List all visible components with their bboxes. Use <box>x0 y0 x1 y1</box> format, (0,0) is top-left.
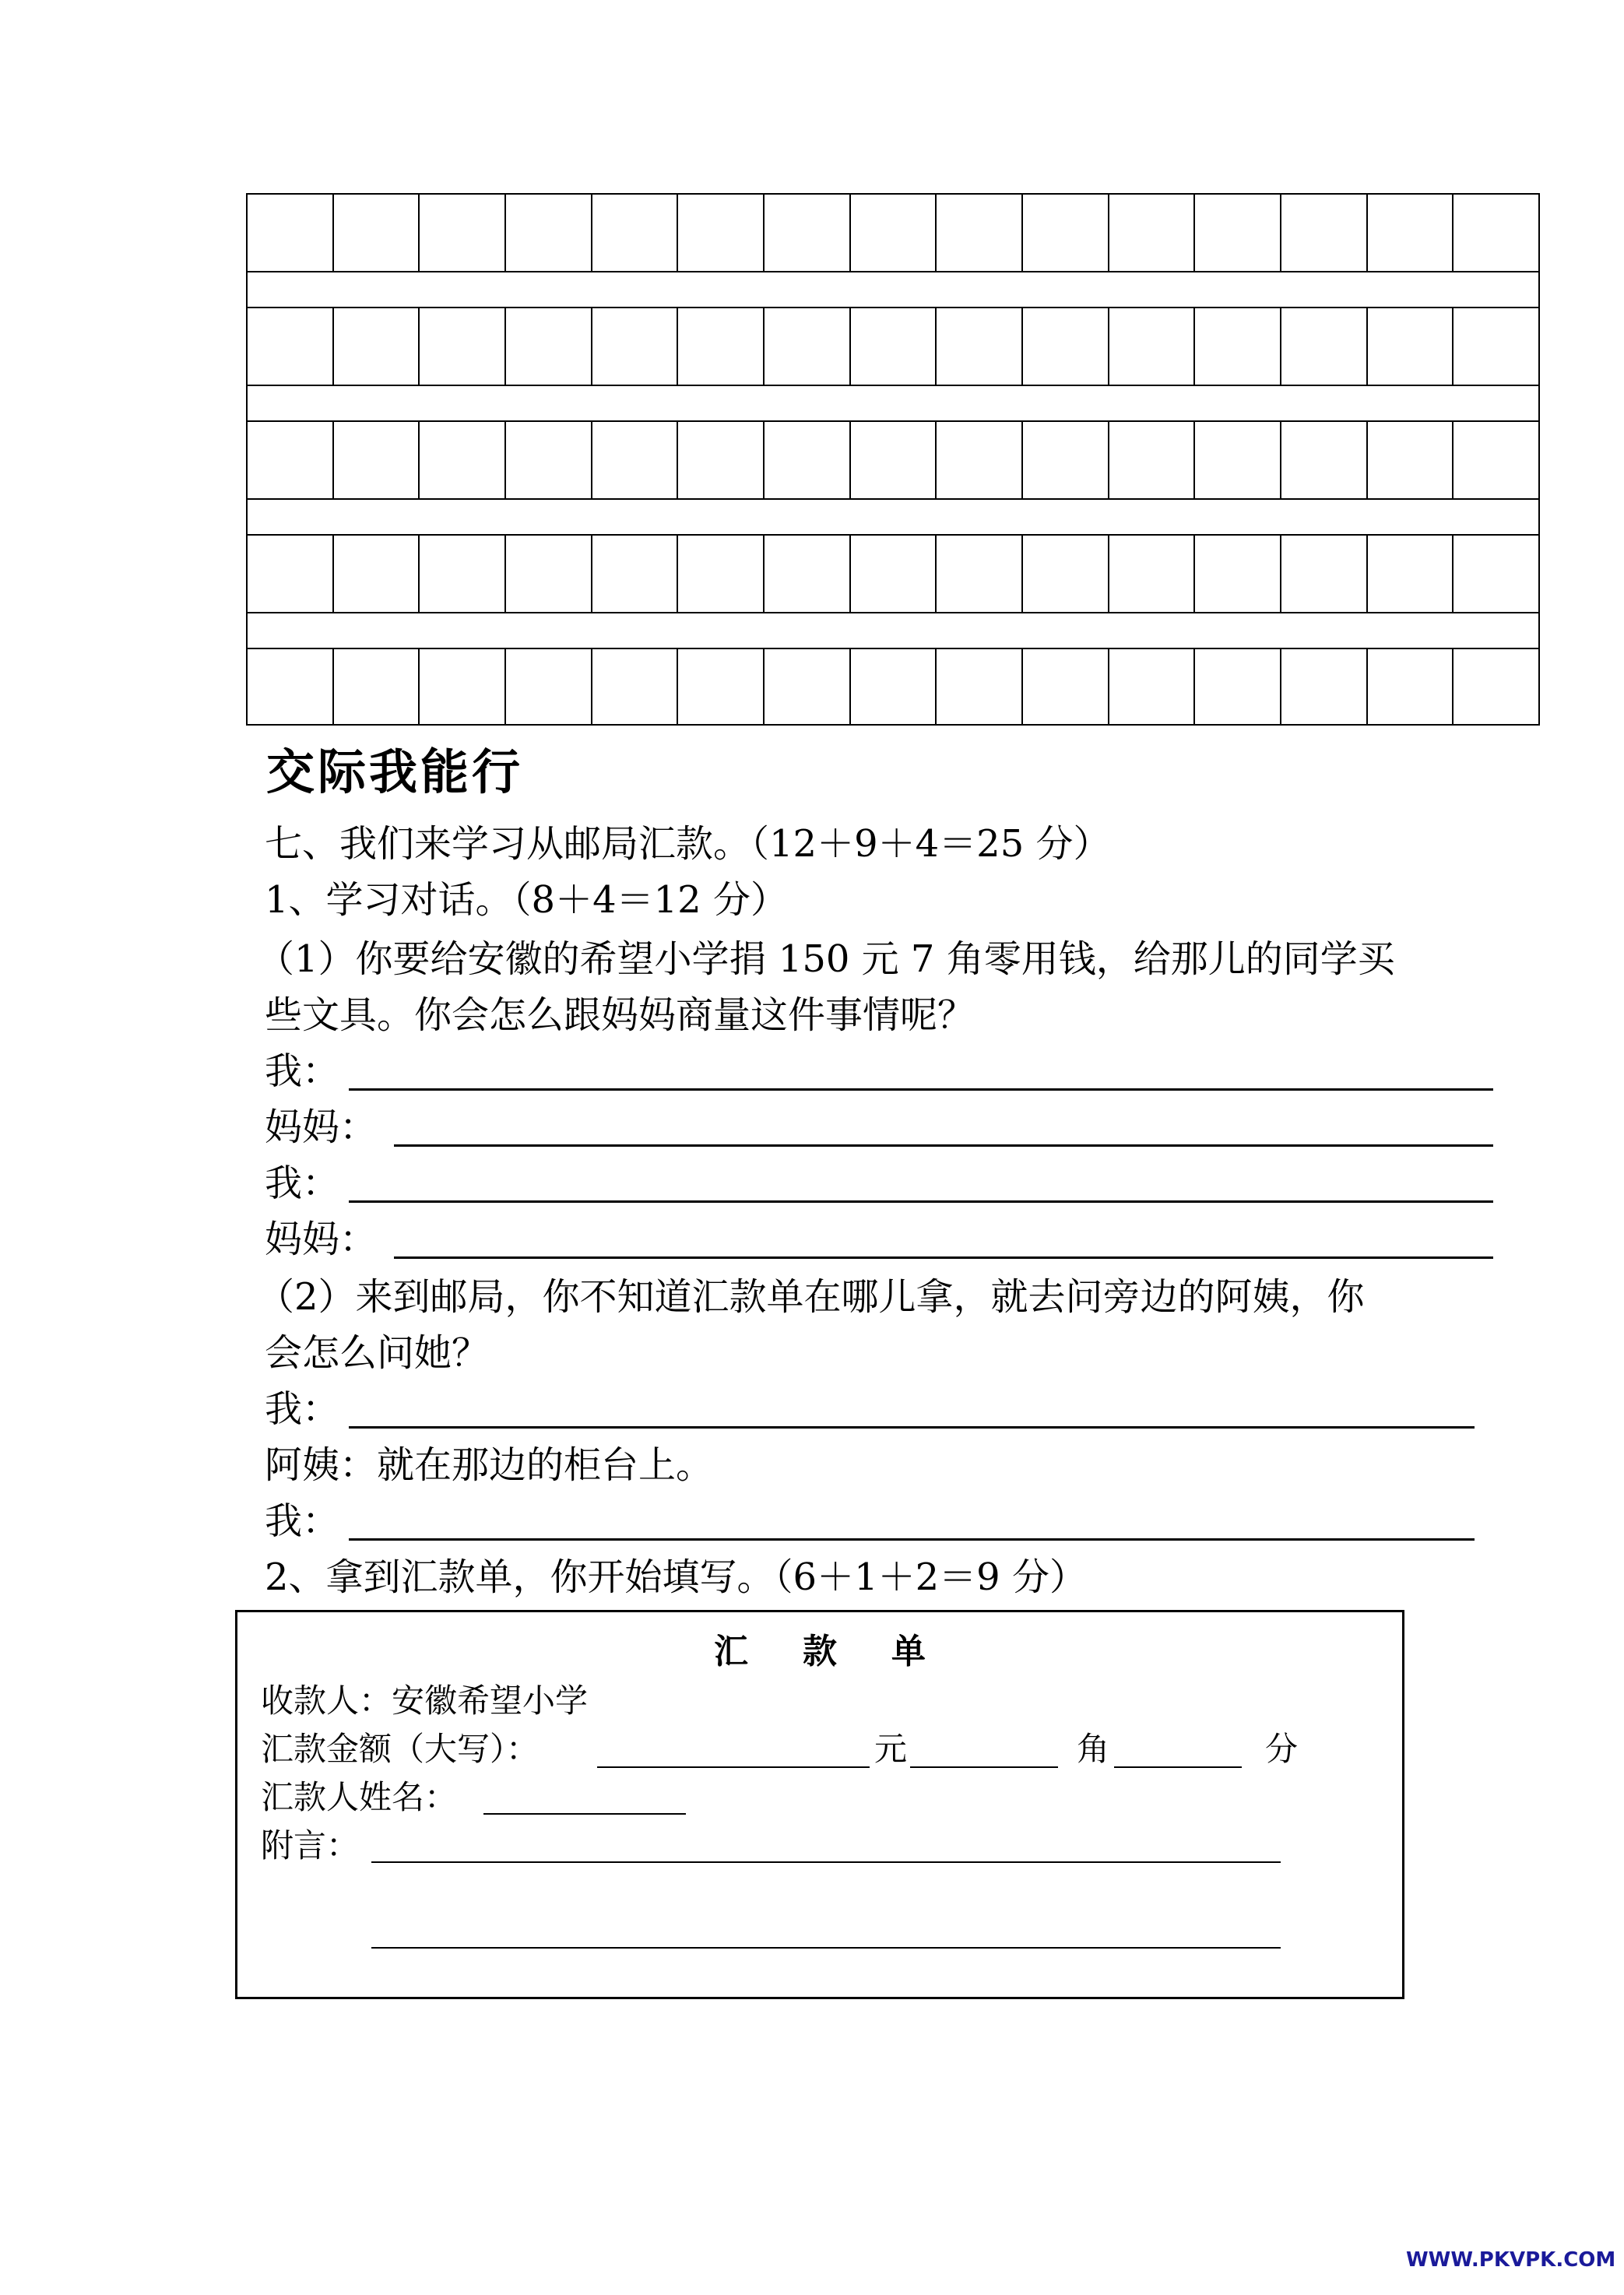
grid-divider <box>248 271 1538 272</box>
prompt-1-line-1: （1）你要给安徽的希望小学捐 150 元 7 角零用钱，给那儿的同学买 <box>257 937 1395 981</box>
dialogue-speaker-me: 我： <box>265 1499 340 1543</box>
grid-cell[interactable] <box>678 308 765 385</box>
grid-cell[interactable] <box>1454 422 1538 498</box>
grid-cell[interactable] <box>1109 195 1196 271</box>
remitter-name-field[interactable] <box>483 1813 686 1815</box>
amount-label: 汇款金额（大写）： <box>261 1730 540 1768</box>
grid-cell[interactable] <box>1454 649 1538 726</box>
grid-divider <box>248 498 1538 500</box>
grid-cell[interactable] <box>1281 308 1368 385</box>
remittance-form <box>235 1610 1404 1999</box>
grid-cell[interactable] <box>1368 649 1454 726</box>
grid-cell[interactable] <box>937 536 1023 612</box>
payee-value: 安徽希望小学 <box>392 1682 589 1720</box>
grid-cell[interactable] <box>248 422 334 498</box>
answer-line[interactable] <box>394 1144 1493 1147</box>
grid-cell[interactable] <box>765 649 851 726</box>
grid-cell[interactable] <box>248 649 334 726</box>
payee-label: 收款人： <box>261 1682 392 1720</box>
grid-cell[interactable] <box>678 536 765 612</box>
grid-cell[interactable] <box>248 536 334 612</box>
grid-cell[interactable] <box>592 536 679 612</box>
grid-row <box>248 649 1538 726</box>
grid-cell[interactable] <box>765 536 851 612</box>
grid-cell[interactable] <box>851 649 937 726</box>
grid-cell[interactable] <box>592 649 679 726</box>
grid-cell[interactable] <box>1368 195 1454 271</box>
grid-cell[interactable] <box>1281 536 1368 612</box>
payee-row <box>261 1678 588 1724</box>
dialogue-aunt-reply: 就在那边的柜台上。 <box>377 1443 714 1487</box>
answer-line[interactable] <box>349 1088 1493 1091</box>
grid-cell[interactable] <box>1368 536 1454 612</box>
form-title: 汇款单 <box>714 1632 980 1671</box>
prompt-2-line-1: （2）来到邮局，你不知道汇款单在哪儿拿，就去问旁边的阿姨，你 <box>257 1275 1365 1319</box>
prompt-2-line-2: 会怎么问她？ <box>265 1331 490 1375</box>
grid-cell[interactable] <box>851 308 937 385</box>
grid-cell[interactable] <box>506 195 592 271</box>
grid-cell[interactable] <box>937 308 1023 385</box>
grid-row <box>248 308 1538 385</box>
amount-yuan-field[interactable] <box>597 1766 870 1768</box>
grid-cell[interactable] <box>765 308 851 385</box>
grid-cell[interactable] <box>1454 536 1538 612</box>
grid-cell[interactable] <box>248 195 334 271</box>
answer-line[interactable] <box>349 1200 1493 1203</box>
grid-cell[interactable] <box>506 536 592 612</box>
grid-row <box>248 195 1538 271</box>
grid-cell[interactable] <box>1368 422 1454 498</box>
unit-yuan: 元 <box>874 1730 908 1768</box>
grid-cell[interactable] <box>1281 422 1368 498</box>
grid-cell[interactable] <box>1454 308 1538 385</box>
note-label: 附言： <box>261 1826 360 1864</box>
answer-line[interactable] <box>349 1538 1475 1541</box>
dialogue-speaker-me: 我： <box>265 1049 340 1093</box>
grid-cell[interactable] <box>1023 536 1109 612</box>
unit-fen: 分 <box>1265 1730 1299 1768</box>
amount-jiao-field[interactable] <box>910 1766 1058 1768</box>
grid-cell[interactable] <box>506 649 592 726</box>
part-2-heading: 2、拿到汇款单，你开始填写。（6＋1＋2＝9 分） <box>265 1555 1087 1599</box>
grid-cell[interactable] <box>420 649 506 726</box>
unit-jiao: 角 <box>1077 1730 1110 1768</box>
dialogue-aunt-row <box>265 1437 713 1493</box>
grid-cell[interactable] <box>937 195 1023 271</box>
grid-cell[interactable] <box>1281 195 1368 271</box>
grid-cell[interactable] <box>1281 649 1368 726</box>
part-1-heading: 1、学习对话。（8＋4＝12 分） <box>265 878 788 922</box>
dialogue-speaker-me: 我： <box>265 1162 340 1205</box>
grid-cell[interactable] <box>420 422 506 498</box>
prompt-1-line-2: 些文具。你会怎么跟妈妈商量这件事情呢？ <box>265 993 975 1037</box>
grid-cell[interactable] <box>1023 308 1109 385</box>
grid-cell[interactable] <box>506 308 592 385</box>
grid-cell[interactable] <box>1109 649 1196 726</box>
grid-cell[interactable] <box>334 649 420 726</box>
dialogue-speaker-aunt: 阿姨： <box>265 1443 378 1487</box>
grid-cell[interactable] <box>851 536 937 612</box>
grid-cell[interactable] <box>248 308 334 385</box>
grid-cell[interactable] <box>1109 422 1196 498</box>
grid-cell[interactable] <box>851 422 937 498</box>
remitter-label: 汇款人姓名： <box>261 1778 458 1816</box>
grid-cell[interactable] <box>1195 422 1281 498</box>
grid-cell[interactable] <box>1023 649 1109 726</box>
grid-cell[interactable] <box>765 195 851 271</box>
grid-cell[interactable] <box>334 536 420 612</box>
grid-cell[interactable] <box>765 422 851 498</box>
grid-cell[interactable] <box>937 422 1023 498</box>
answer-line[interactable] <box>349 1426 1475 1429</box>
grid-cell[interactable] <box>592 308 679 385</box>
watermark: WWW.PKVPK.COM <box>1406 2248 1616 2272</box>
grid-cell[interactable] <box>1195 195 1281 271</box>
dialogue-speaker-mom: 妈妈： <box>265 1105 378 1149</box>
grid-cell[interactable] <box>1454 195 1538 271</box>
grid-row <box>248 536 1538 612</box>
section-title: 交际我能行 <box>266 743 524 800</box>
grid-divider <box>248 385 1538 386</box>
grid-cell[interactable] <box>1195 308 1281 385</box>
grid-divider <box>248 612 1538 613</box>
grid-cell[interactable] <box>1023 422 1109 498</box>
note-field[interactable] <box>371 1947 1281 1949</box>
grid-cell[interactable] <box>1368 308 1454 385</box>
question-7-heading: 七、我们来学习从邮局汇款。（12＋9＋4＝25 分） <box>265 822 1111 866</box>
grid-cell[interactable] <box>506 422 592 498</box>
grid-cell[interactable] <box>420 195 506 271</box>
amount-fen-field[interactable] <box>1114 1766 1242 1768</box>
grid-cell[interactable] <box>592 422 679 498</box>
dialogue-speaker-mom: 妈妈： <box>265 1218 378 1261</box>
grid-cell[interactable] <box>334 195 420 271</box>
grid-cell[interactable] <box>420 536 506 612</box>
grid-cell[interactable] <box>592 195 679 271</box>
grid-cell[interactable] <box>678 195 765 271</box>
grid-cell[interactable] <box>334 422 420 498</box>
grid-cell[interactable] <box>334 308 420 385</box>
grid-cell[interactable] <box>678 649 765 726</box>
dialogue-speaker-me: 我： <box>265 1387 340 1431</box>
grid-cell[interactable] <box>1195 536 1281 612</box>
grid-cell[interactable] <box>1109 308 1196 385</box>
grid-row <box>248 422 1538 498</box>
answer-line[interactable] <box>394 1256 1493 1259</box>
grid-cell[interactable] <box>1109 536 1196 612</box>
grid-cell[interactable] <box>1195 649 1281 726</box>
note-field[interactable] <box>371 1861 1281 1863</box>
grid-cell[interactable] <box>420 308 506 385</box>
grid-cell[interactable] <box>937 649 1023 726</box>
grid-cell[interactable] <box>851 195 937 271</box>
grid-cell[interactable] <box>678 422 765 498</box>
grid-cell[interactable] <box>1023 195 1109 271</box>
writing-grid <box>246 193 1540 726</box>
